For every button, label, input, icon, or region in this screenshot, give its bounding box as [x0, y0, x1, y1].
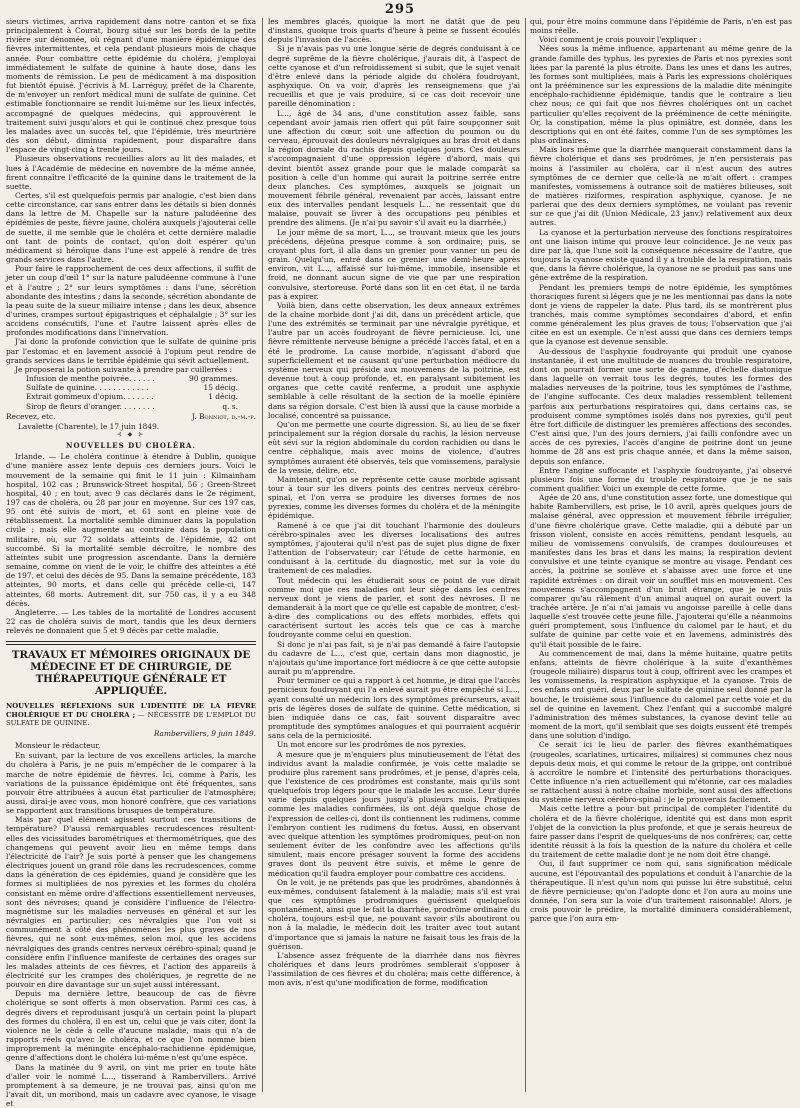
letter-signoff: [6, 412, 256, 421]
paragraph: Qu'on me permette une courte digression. Si, au lieu de se fixer principalement sur la région dorsale du rachis, la lésion nerveuse eût sévi sur la région abdominale du cordon rachidien ou dans le centre céphalique, mais avec moins de violence, d'autres symptômes auraient été observés, tels que vomissemens, paralysie de la vessie, délire, etc.: [268, 419, 520, 475]
news-heading: NOUVELLES DU CHOLÉRA.: [66, 441, 196, 451]
paragraph: Nées sous la même influence, appartenant au même genre de la grande famille des typhus, les pyrexies de Paris et nos pyrexies sont liées par la parenté la plus étroite. Dans les unes et dans les autres, les formes sont multipliées, mais à Paris les expressions cholériques ont la prééminence sur les expressions de la maladie dite méningite encéphalo-rachidienne épidémique, tandis que le contraire a lieu chez nous; ce qui fait que nos fièvres cholériques ont un cachet particulier qu'elles reçoivent de la prééminence de cette méningite. Or, la constipation, même la plus opiniâtre, est donnée, dans les descriptions qui en ont été faites, comme l'un de ses symptômes les plus ordinaires.: [530, 44, 792, 146]
column-rule: [525, 18, 526, 1092]
paragraph: Voici comment je crois pouvoir l'expliquer :: [539, 35, 702, 45]
paragraph: En suivant, par la lecture de vos excellens articles, la marche du choléra à Paris, je ne puis m'empêcher de le comparer à la marche de notre épidémie de fièvres. Ici, comme à Paris, les variations de la puissance épidémique ont été fréquentes, sans pouvoir être attribuées à aucun état particulier de l'atmosphère; aussi, dirai-je avec vous, mon honoré confrère, que ces variations se rapportent aux transitions brusques de température.: [6, 751, 256, 816]
paragraph: Si donc je n'ai pas fait, si je n'ai pas demandé à faire l'autopsie du cadavre de L..., c'est que, certain dans mon diagnostic, je n'ajoutais qu'une importance fort médiocre à ce que cette autopsie aurait pu m'apprendre.: [268, 639, 520, 677]
recipe-quantity: q. s.: [222, 401, 238, 411]
recipe-item: Extrait gommeux d'opium. . . . . . .: [26, 392, 154, 402]
recipe-line: [6, 392, 256, 401]
paragraph: Depuis ma dernière lettre, beaucoup de cas de fièvre cholérique se sont offerts à mon observation. Parmi ces cas, à degrés divers et reproduisant jusqu'à un certain point la plupart des formes du choléra, il en est un, celui que je vais citer, dont la violence ne le cède à celle d'aucune maladie, mais qui n'a de rapports réels qu'avec le choléra, et ce que l'on nomme bien improprement la méningite encéphalo-rachidienne épidémique, genre d'affections dont le choléra lui-même n'est qu'une espèce.: [6, 989, 256, 1063]
paragraph: Tout médecin qui les étudierait sous ce point de vue dirait comme moi que ces maladies ont leur siège dans les centres nerveux dont je viens de parler, et sont des névroses. Il ne demanderait à la mort que ce qu'elle est capable de montrer, c'est-à-dire des complications ou des effets morbides, effets qui caractérisent surtout les accès tels que ce cas à marche foudroyante comme celui en question.: [268, 575, 520, 640]
paragraph: Mais par quel élément agissent surtout ces transitions de température? D'aussi remarquables recrudescences résultent-elles des vicissitudes barométriques et thermométriques, que des changemens qui peuvent avoir lieu en même temps dans l'électricité de l'air? Je suis porté à penser que les changemens électriques jouent un grand rôle dans les recrudescences, comme dans la génération de ces épidémies, quand je considère que les formes si multipliées de nos pyrexies et les formes du choléra consistant en même ordre d'affections essentiellement nerveuses, sont des névroses; quand je considère l'influence de l'électro-magnétisme sur les maladies nerveuses en général et sur les névralgies en particulier; ces névralgies que l'on voit si communément à côté des phénomènes les plus graves de nos fièvres, qui ne sont eux-mêmes, selon moi, que les accidens névralgiques des grands centres nerveux cérébro-spinal; quand je considère enfin l'influence manifeste de certaines des orages sur les malades atteints de ces fièvres, et l'action des appareils à électricité sur les crampes des cholériques, je regrette de ne pouvoir en dire davantage sur un sujet aussi intéressant.: [6, 815, 256, 990]
article-title: [6, 702, 256, 727]
paragraph: Mais lors même que la diarrhée manquerait constamment dans la fièvre cholérique et dans ses prodrômes, je n'en persisterais pas moins à l'assimiler au choléra, car il n'est aucun des autres symptômes de ce dernier que celle-là ne m'ait offert : crampes manifestes, vomissemens à outrance soit de matières bilieuses, soit de matières riziformes, respiration asphyxique, cyanose. Je ne parlerai que des deux derniers symptômes, ne voulant pas revenir sur ce que j'ai dit (Union Médicale, 23 janv.) relativement aux deux autres.: [530, 145, 792, 228]
signature: J. Bonniot, d.-m.-p.: [191, 411, 256, 421]
paragraph: qui, pour être moins commune dans l'épidémie de Paris, n'en est pas moins réelle.: [530, 17, 792, 36]
paragraph: Maintenant, qu'on se représente cette cause morbide agissant tour à tour sur les divers points des centres nerveux cérébro-spinal, et l'on verra se produire les diverses formes de nos pyrexies, comme les diverses formes du choléra et de la méningite épidémique.: [268, 474, 520, 521]
recipe-list: [6, 374, 256, 411]
paragraph: L..., âgé de 34 ans, d'une constitution assez faible, sans cependant avoir jamais rien offert qui pût faire soupçonner soit une affection du cœur, soit une affection du poumon ou du cerveau, éprouvait des douleurs névralgiques au bras droit et dans la région dorsale du rachis depuis quelques jours. Ces douleurs s'accompagnaient d'une oppression légère d'abord, mais qui devint bientôt assez grande pour que le malade comparât sa position à celle d'un homme qui aurait la poitrine serrée entre deux planches. Ces symptômes, auxquels se joignait un mouvement fébrile général, revenaient par accès, laissant entre eux des intervalles pendant lesquels L... ne ressentait que du malaise, pouvait se livrer à des occupations peu pénibles et prendre des alimens. (Je n'ai pu savoir s'il avait eu la diarrhée.): [268, 108, 520, 228]
paragraph: On le voit, je ne prétends pas que les prodrômes, abandonnés à eux-mêmes, conduisent fatalement à la maladie; mais s'il est vrai que ces symptômes prodromiques guérissent quelquefois spontanément, ainsi que le fait la diarrhée, prodrôme ordinaire du choléra, toujours est-il que, ne pouvant savoir s'ils aboutiront ou non à la maladie, le médecin doit les traiter avec tout autant d'importance que si jamais la nature ne faisait tous les frais de la guérison.: [268, 877, 520, 951]
paragraph: La cyanose et la perturbation nerveuse des fonctions respiratoires ont une liaison intime qui prouve leur coïncidence. Je ne veux pas dire par là, que l'une soit la conséquence nécessaire de l'autre, que toujours la cyanose existe quand il y a trouble de la respiration, mais que, dans la fièvre cholérique, la cyanose ne se produit pas sans une gêne extrême de la respiration.: [530, 227, 792, 283]
paragraph: Voilà bien, dans cette observation, les deux anneaux extrêmes de la chaîne morbide dont j'ai dit, dans un précédent article, que l'une des extrémités se terminait par une névralgie pyrétique, et l'autre par un accès foudroyant de fièvre pernicieuse. Ici, une fièvre rémittente nerveuse bénigne a précédé l'accès fatal, et en a été le prodrome. La cause morbide, n'agissant d'abord que superficiellement et ne causant qu'une perturbation médiocre du système nerveux qui préside aux mouvemens de la poitrine, est devenue tout à coup profonde, et, en paralysant subitement les organes que cette cavité renferme, a produit une asphyxie semblable à celle résultant de la section de la moelle épinière dans sa région dorsale. C'est bien là aussi que la cause morbide a localisé, concentré sa puissance.: [268, 300, 520, 420]
ornament-divider: ⊰ ◆ ⊱: [116, 431, 146, 439]
paragraph: Ce serait ici le lieu de parler des fièvres exanthématiques (rougeoles, scarlatines, urticaires, miliaires) si communes chez nous depuis deux mois, et qui comme le retour de la grippe, ont contribué à accroître le nombre et l'intensité des perturbations thoraciques. Cette influence n'a rien actuellement qui m'étonne, car ces maladies se rattachent aussi à notre chaîne morbide, sont aussi des affections du système nerveux cérébro-spinal : je le prouverais facilement.: [530, 740, 792, 805]
paragraph: Plusieurs observations recueillies alors au lit des malades, et lues à l'Académie de médecine en novembre de la même année, firent connaître l'efficacité de la quinine dans le traitement de la suette.: [6, 154, 256, 191]
paragraph: Le jour même de sa mort, L..., se trouvant mieux que les jours précédens, déjeûna presque comme à son ordinaire; puis, se croyant plus fort, il alla dans un grenier pour vanner un peu de grain. Quelqu'un, entré dans ce grenier une demi-heure après environ, vit L..., affaissé sur lui-même, immobile, insensible et froid, ne donnant aucun signe de vie que par une respiration convulsive, stertoreuse. Porté dans son lit en cet état, il ne tarda pas à expirer.: [268, 227, 520, 301]
section-title: TRAVAUX ET MÉMOIRES ORIGINAUX DE MÉDECINE ET DE CHIRURGIE, DE THÉRAPEUTIQUE GÉNÉRALE ET APPLIQUÉE.: [11, 649, 251, 698]
salutation: Monsieur le rédacteur,: [15, 741, 101, 751]
column-2: [268, 17, 520, 1092]
recipe-quantity: 15 décig.: [203, 383, 238, 393]
article-title-main: NOUVELLES RÉFLEXIONS SUR L'IDENTITÉ DE LA FIÈVRE CHOLÉRIQUE ET DU CHOLÉRA ;: [6, 702, 256, 719]
recipe-quantity: 90 grammes.: [189, 374, 238, 384]
column-1: [6, 17, 256, 1108]
paragraph: Un mot encore sur les prodrômes de nos pyrexies.: [277, 740, 467, 750]
recipe-line: [6, 402, 256, 411]
paragraph: J'ai donc la profonde conviction que le sulfate de quinine pris par l'estomac et en lavement associé à l'opium peut rendre de grands services dans le terrible épidémie qui sévit actuellement.: [6, 337, 256, 365]
double-rule: [6, 641, 256, 645]
paragraph: Certes, s'il est quelquefois permis par analogie, c'est bien dans cette circonstance, car sans entrer dans les détails si bien donnés dans la lettre de M. Chapelle sur la nature paludéenne des épidémies de peste, fièvre jaune, choléra auxquels j'ajouterai celle de suette, il me semble que le choléra et cette dernière maladie ont tant de points de contact, qu'on doit espérer qu'un médicament si héroïque dans l'une est appelé à rendre de très grands services dans l'autre.: [6, 190, 256, 265]
dateline: Rambervillers, 9 juin 1849.: [153, 728, 256, 738]
column-3: [530, 17, 792, 1092]
recipe-line: [6, 374, 256, 383]
paragraph: Au commencement de mai, dans la même huitaine, quatre petits enfans, atteints de fièvre cholérique à la suite d'exanthèmes (rougeole miliaire) disparus tout à coup, offrirent avec les crampes et les vomissemens, la respiration asphyxique et la cyanose. Trois de ces enfans ont guéri, deux par le sulfate de quinine seul donné par la bouche, le troisième sous l'influence du calomel par cette voie et du sel de quinine en lavement. Chez l'enfant qui a succombé malgré l'administration des mêmes substances, la cyanose devint telle au moment de la mort, qu'il semblait que ses doigts eussent été trempés dans une solution d'indigo.: [530, 648, 792, 741]
paragraph: A mesure que je m'enquiers plus minutieusement de l'état des individus avant la maladie confirmée, je vois cette maladie se produire plus rarement sans prodrômes, et je pense, d'après cela, que l'existence de ces prodrômes est constante, mais qu'ils sont quelquefois trop légers pour que le malade les accuse. Leur durée varie depuis quelques jours jusqu'à plusieurs mois. Pratiques comme les maladies confirmées, ils ont déjà quelque chose de l'expression de celles-ci, dont ils contiennent les rudimens, comme l'embryon contient les rudimens du fœtus. Aussi, en observant avec quelque attention les symptômes prodromiques, peut-on non seulement éviter de les confondre avec les affections qu'ils simulent, mais encore présager souvent la forme des accidens graves dont ils peuvent être suivis, et même le genre de médication qu'il faudra employer pour combattre ces accidens.: [268, 749, 520, 878]
paragraph: Au-dessous de l'asphyxie foudroyante qui produit une cyanose instantanée, il est une multitude de nuances du trouble respiratoire, dont on pourrait former une sorte de gamme, d'échelle diatonique dans laquelle on verrait tous les degrés, toutes les formes des maladies nerveuses de la poitrine, tous les symptômes de l'asthme, de l'angine suffocante. Ces deux maladies ressemblent tellement parfois aux perturbations respiratoires qui, dans certains cas, se produisent comme symptômes isolés dans nos pyrexies, qu'il peut être fort difficile de distinguer les premières affections des secondes. C'est ainsi que, l'un des jours derniers, j'ai failli confondre avec un accès de ces pyrexies, l'accès d'angine de poitrine dont un jeune homme de 28 ans est pris chaque année, et dans la même saison, depuis son enfance.: [530, 346, 792, 466]
column-rule: [262, 18, 263, 1092]
paragraph: Oui, il faut supprimer ce nom qui, sans signification médicale aucune, est l'épouvantail des populations et conduit à l'anarchie de la thérapeutique. Il n'est qu'un nom qui puisse lui être substitué, celui de fièvre pernicieuse; qu'on l'adopte donc et l'on aura au moins une donnée, l'on sera sur la voie d'un traitement raisonnable! Alors, je crois pouvoir le prédire, la mortalité diminuera considérablement, parce que l'on aura em-: [530, 859, 792, 924]
article-title-rest: — NÉCESSITÉ DE L'EMPLOI DU SULFATE DE QUININE.: [6, 710, 256, 727]
paragraph: L'absence assez fréquente de la diarrhée dans nos fièvres cholériques et dans leurs prodrômes semblerait s'opposer à l'assimilation de ces fièvres et du choléra; mais cette différence, à mon avis, n'est qu'une modification de forme, modification: [268, 950, 520, 988]
paragraph: les membres glacés, quoique la mort ne datât que de peu d'instans, quoique trois quarts d'heure à peine se fussent écoulés depuis l'invasion de l'accès.: [268, 17, 520, 45]
page-number: 295: [384, 2, 416, 17]
paragraph: Pour terminer ce qui a rapport à cet homme, je dirai que l'accès pernicieux foudroyant qui l'a enlevé aurait pu être empêché si L..., ayant consulté un médecin lors des symptômes précurseurs, avait pris de légères doses de sulfate de quinine. Cette médication, si bien indiquée dans ce cas, fait souvent disparaître avec promptitude des symptômes analogues et qui pourraient acquérir sans cela de la perniciosité.: [268, 676, 520, 741]
paragraph: Ramené à ce que j'ai dit touchant l'harmonie des douleurs cérébro-spinales avec les diverses localisations des autres symptômes, j'ajouterai qu'il n'est pas de sujet plus digne de fixer l'attention de l'observateur; car l'étude de cette harmonie, en conduisant à la certitude du diagnostic, met sur la voie du traitement de ces maladies.: [268, 520, 520, 576]
news-paragraph: Irlande. — Le choléra continue à étendre à Dublin, quoique d'une manière assez lente depuis ces derniers jours. Voici le mouvement de la semaine qui finit le 11 juin : Kilmainham hospital, 102 cas ; Brunswick-Street hospital, 56 ; Green-Street hospital, 40 ; en tout, avec 9 cas déclarés dans le 2e régiment, 197 cas de choléra, ou 28 par jour en moyenne. Sur ces 197 cas, 95 ont été suivis de mort, et 61 sont en pleine voie de rétablissement. La mortalité semble diminuer dans la population civile ; mais elle augmente au contraire dans la population militaire, où, sur 72 soldats atteints de l'épidémie, 42 ont succombé. Si la mortalité semble décroître, le nombre des atteintes subit une progression ascendante. Dans la dernière semaine, comme on vient de le voir, le chiffre des atteintes a été de 197, et celui des décès de 95. Dans la semaine précédente, 183 atteintes, 90 morts, et dans celle qui précède celle-ci, 147 atteintes, 68 morts. Autrement dit, sur 750 cas, il y a eu 348 décès.: [6, 452, 256, 608]
place-date: Lavalette (Charente), le 17 juin 1849.: [18, 421, 160, 431]
news-paragraph: Angleterre. — Les tables de la mortalité de Londres accusent 22 cas de choléra suivis de mort, tandis que les deux derniers relevés ne donnaient que 5 et 9 décès par cette maladie.: [6, 607, 256, 636]
paragraph: Mais cette lettre a pour but principal de compléter l'identité du choléra et de la fièvre cholérique, identité qui est dans mon esprit l'objet de la conviction la plus profonde, et que je serais heureux de faire passer dans l'esprit de quelques-uns de nos confrères; car, cette identité réussit à la fois la question de la nature du choléra et celle du traitement de cette maladie dont je ne nom doit être changé.: [530, 804, 792, 860]
paragraph: Pendant les premiers temps de notre épidémie, les symptômes thoraciques furent si légers que je ne les mentionnai pas dans la note dont je viens de rappeler la date. Plus tard, ils se montrèrent plus tranchés, mais comme symptômes secondaires d'abord, et enfin comme généralement les plus graves de tous; l'observation que j'ai citée en est un exemple. Ce n'est aussi que dans ces derniers temps que la cyanose est devenue sensible.: [530, 282, 792, 347]
recipe-item: Infusion de menthe poivrée. . . . . .: [26, 374, 155, 384]
recipe-item: Sulfate de quinine. . . . . . . . . . . .: [26, 383, 149, 393]
closing: Recevez, etc.: [6, 411, 56, 421]
recipe-quantity: 1 décig.: [208, 392, 238, 402]
recipe-line: [6, 383, 256, 392]
recipe-item: Sirop de fleurs d'oranger. . . . . . . .: [26, 401, 155, 411]
paragraph: Entre l'angine suffocante et l'asphyxie foudroyante, j'ai observé plusieurs fois une forme du trouble respiratoire que je ne sais comment qualifier. Voici un exemple de cette forme.: [530, 465, 792, 493]
paragraph: Si je n'avais pas vu une longue série de degrés conduisant à ce degré suprême de la fièvre cholérique, j'aurais dit, à l'aspect de cette cyanose et d'un refroidissement si subit, que le sujet venait d'être enlevé dans la période algide du choléra foudroyant, asphyxique. On va voir, d'après les renseignemens que j'ai recueillis et que je vais produire, si ce cas doit recevoir une pareille dénomination :: [268, 44, 520, 109]
paragraph: Je proposerai la potion suivante à prendre par cuillerées :: [15, 364, 232, 374]
paragraph: Dans la matinée du 9 avril, on vint me prier en toute hâte d'aller voir le nommé L..., tisserand à Rambervillers. Arrivé promptement à sa demeure, je ne trouvai pas, ainsi qu'on me l'avait dit, un moribond, mais un cadavre avec cyanose, le visage et: [6, 1062, 256, 1108]
paragraph: Agée de 20 ans, d'une constitution assez forte, une domestique qui habite Rambervillers, est prise, le 10 avril, après quelques jours de malaise général, avec oppression et mouvement fébrile irrégulier, d'une fièvre cholérique grave. Cette maladie, qui a débuté par un frisson violent, consiste en accès rémittens, pendant lesquels, au milieu de vomissemens convulsifs, de crampes douloureuses et manifestes dans les bras et dans les mains; la respiration devient convulsive et une teinte cyanique se montre au visage. Pendant ces accès, la poitrine se soulève et s'abaisse avec une force et une rapidité extrêmes : on dirait voir un soufflet mis en mouvement. Ces mouvemens s'accompagnent d'un bruit étrange, que je ne puis comparer qu'au râlement d'un animal auquel on aurait ouvert la trachée artère. Je n'ai n'ai jamais vu angoisse pareille à celle dans laquelle s'est trouvée cette jeune fille. J'ajouterai qu'elle a néanmoins guéri promptement, sous l'influence du calomel par le haut, et du sulfate de quinine par cette voie et en lavemens, administrés dès qu'il était possible de le faire.: [530, 493, 792, 649]
paragraph: sieurs victimes, arriva rapidement dans notre canton et se fixa principalement à Courat, bourg situé sur les bords de la petite rivière sur dénomée, où régnant d'une manière épidémique des fièvres intermittentes, et cela pendant plusieurs mois de chaque année. Pour combattre cette épidémie du choléra, j'employai immédiatement le sulfate de quinine à haute dose, dans les moments de rémission. Le peu de médicament à ma disposition fut bientôt épuisé. J'écrivis à M. Larréguy, préfet de la Charente, de m'envoyer un renfort médical muni de sulfate de quinine. Cet estimable fonctionnaire se rendit lui-même sur les lieux infectés, accompagné de quelques médecins, qui approuvèrent le traitement suivi jusqu'alors et qui le continué chez presque tous les malades avec un succès tel, que l'épidémie, très meurtrière dès son début, diminua rapidement, pour disparaître dans l'espace de vingt-cinq à trente jours.: [6, 17, 256, 155]
paragraph: Pour faire le rapprochement de ces deux affections, il suffit de jeter un coup d'œil 1° sur la nature paludéenne commune à l'une et à l'autre ; 2° sur leurs symptômes : dans l'une, sécrétion abondante des intestins ; dans la seconde, sécrétion abondante de la peau suite de la sueur miliaire intense ; dans les deux, absence d'urines, crampes surtout épigastriques et céphalalgie ; 3° sur les accidens consécutifs, l'une et l'autre laissent après elles de profondes modifications dans l'innervation.: [6, 264, 256, 338]
